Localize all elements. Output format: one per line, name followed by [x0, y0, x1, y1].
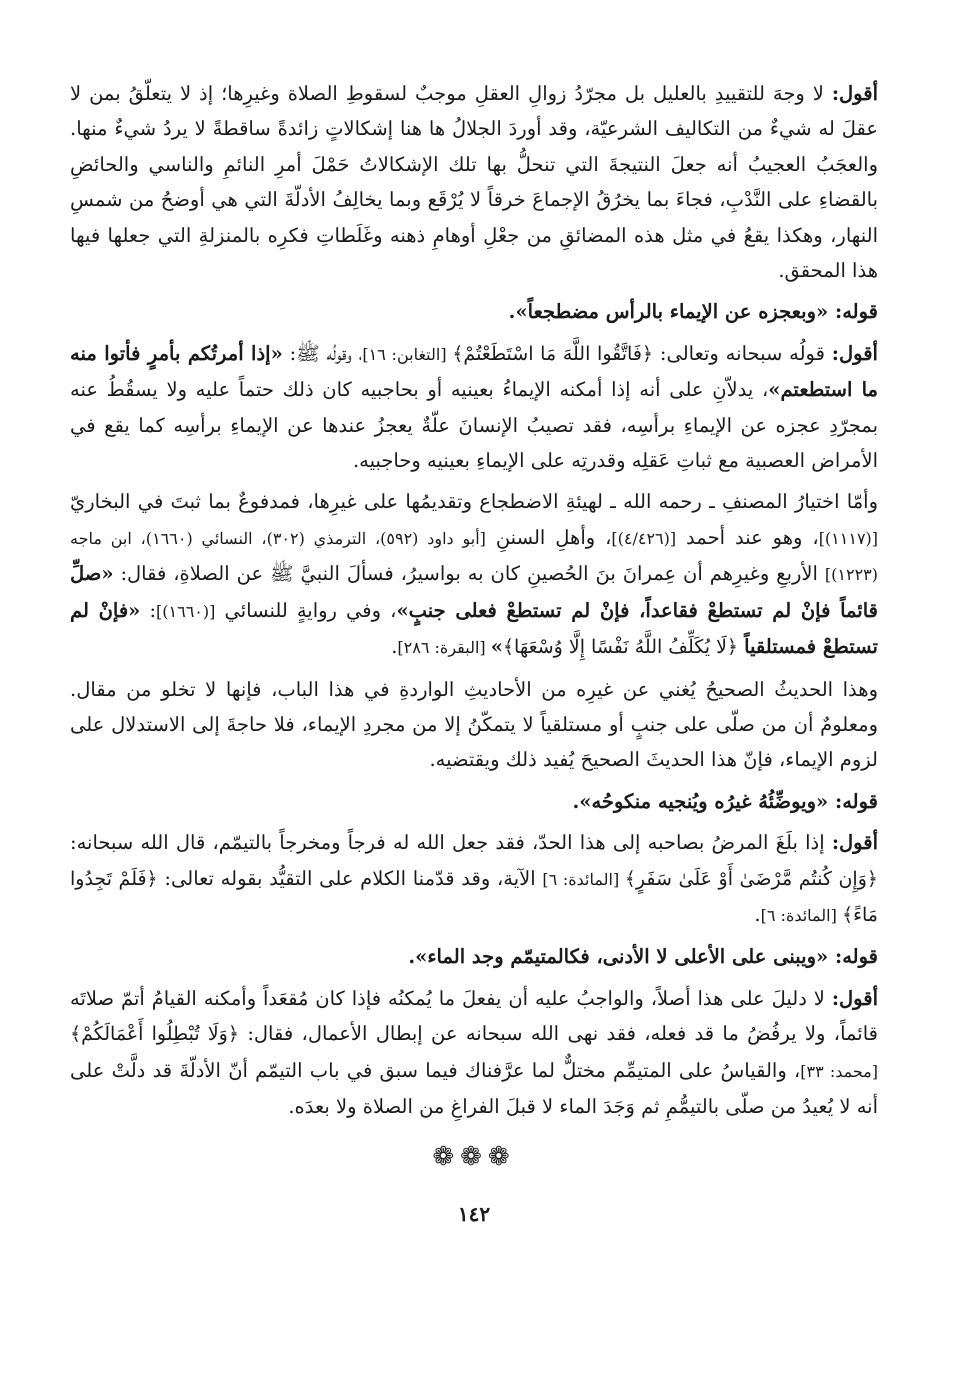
citation-reference: [(١١١٧)] [818, 528, 879, 548]
paragraph-6-heading [70, 784, 878, 819]
paragraph-text: ، يدلاّنِ على أنه إذا أمكنه الإيماءُ بعينيه أو بحاجبيه كان ذلك حتماً عليه ولا يسقُطُ عنه بمجرّدِ عجزه عن الإيماءِ برأسِه، فقد تصيبُ الإنسانَ علّةٌ يعجزُ عندها عن الإيماءِ برأسِه كما يقع في الأمراض العصبية مع ثباتِ عَقلِه وقدرتِه على الإيماءِ بعينيه وحاجبيه. [70, 378, 878, 473]
paragraph-2-heading [70, 294, 878, 329]
paragraph-lead: أقول: [831, 341, 878, 365]
paragraph-text: . [391, 635, 398, 659]
quran-verse: ﴿وَإِن كُنتُم مَّرْضَىٰ أَوْ عَلَىٰ سَفَرٍ﴾ [624, 867, 879, 890]
paragraph-7 [70, 825, 878, 933]
citation-reference: [أبو داود (٥٩٢)، الترمذي (٣٠٢)، النسائي (١٦٦٠)، ابن ماجه (١٢٢٣)] [70, 528, 878, 585]
paragraph-lead: قوله: [835, 945, 878, 969]
paragraph-1 [70, 76, 878, 288]
paragraph-lead: أقول: [831, 986, 878, 1010]
paragraph-lead: قوله: [835, 789, 878, 813]
paragraph-text: إذا بلَغَ المرضُ بصاحبه إلى هذا الحدّ، فقد جعل الله له فرجاً ومخرجاً بالتيمّم، قال الله سبحانه: [70, 831, 832, 855]
paragraph-lead: أقول: [831, 831, 878, 855]
verse-reference: [المائدة: ٦] [542, 869, 625, 889]
paragraph-lead: قوله: [835, 300, 878, 324]
paragraph-8-heading [70, 939, 878, 974]
quran-verse: ﴿فَلَمْ تَجِدُوا مَاءً﴾ [70, 867, 878, 926]
section-separator: ❁❁❁ [432, 1142, 516, 1173]
paragraph-text: ، وفي روايةٍ للنسائي [215, 598, 397, 622]
paragraph-text: وهذا الحديثُ الصحيحُ يُغني عن غيرِه من الأحاديثِ الواردةِ في هذا الباب، فإنها لا تخلو من مقال. ومعلومٌ أن من صلّى على جنبٍ أو مستلقياً لا يتمكّنُ إلا من مجردِ الإيماء، فلا حاجةَ إلى الاستدلال على لزوم الإيماء، فإنّ هذا الحديثَ الصحيحَ يُفيد ذلك ويقتضيه. [70, 677, 878, 772]
verse-reference: [التغابن: ١٦] [362, 344, 453, 364]
paragraph-text: ، وهو عند أحمد [676, 525, 819, 549]
paragraph-text: لا وجهَ للتقييدِ بالعليل بل مجرّدُ زوالِ العقلِ موجبٌ لسقوطِ الصلاة وغيرِها؛ إذ لا يتعلّقُ بمن لا عقلَ له شيءٌ من التكاليف الشرعيّة، وقد أوردَ الجلالُ ها هنا إشكالاتٍ زائدةً ساقطةً لا يردُ شيءٌ منها. والعجَبُ العجيبُ أنه جعلَ النتيجةَ التي تنحلُّ بها تلك الإشكالاتُ حَمْلَ أمرِ النائمِ والناسي والحائضِ بالقضاءِ على النَّدْبِ، فجاءَ بما يخرُقُ الإجماعَ خرقاً لا يُرْقَع وبما يخالِفُ الأدلّةَ التي هي أوضحُ من شمسِ النهار، وهكذا يقعُ في مثل هذه المضائقِ من جعْلِ أوهامِ ذهنه وغَلَطاتِ فكرِه بالمنزلةِ التي جعلها فيها هذا المحقق. [70, 82, 878, 283]
paragraph-text: الأربعِ وغيرِهم أن عِمرانَ بنَ الحُصينِ كان به بواسيرُ، فسألَ النبيَّ ﷺ عن الصلاةِ، فقال: [113, 562, 825, 586]
quoted-statement: «ويوضِّئُهُ غيرُه ويُنجيه منكوحُه». [572, 789, 835, 813]
hadith-quote: «إذا أمرتُكم بأمرٍ فأتوا منه ما استطعتم» [70, 341, 878, 402]
hadith-quote: «صلِّ قائماً فإنْ لم تستطعْ فقاعداً، فإنْ لم تستطعْ فعلى جنبٍ» [70, 562, 878, 622]
quoted-statement: «وبعجزه عن الإيماء بالرأس مضطجعاً». [508, 300, 835, 324]
paragraph-3 [70, 336, 878, 479]
paragraph-text: قولُه سبحانه وتعالى: [653, 341, 832, 365]
paragraph-text: وأمّا اختيارُ المصنفِ ـ رحمه الله ـ لهيئةِ الاضطجاع وتقديمُها على غيرِها، فمدفوعٌ بما ثبتَ في البخاريّ [70, 490, 878, 514]
hadith-quote: «فإنْ لم تستطعْ فمستلقياً [70, 598, 878, 659]
paragraph-text: : [140, 598, 157, 622]
paragraph-5 [70, 672, 878, 778]
paragraph-text: لا دليلَ على هذا أصلاً، والواجبُ عليه أن يفعلَ ما يُمكنُه فإذا كان مُقعَداً وأمكنه القيامُ أتمّ صلاتَه قائماً، ولا يرفُضُ ما قد فعله، فقد نهى الله سبحانه عن إبطال الأعمال، فقال: [70, 986, 878, 1046]
verse-reference: [المائدة: ٦] [760, 905, 842, 925]
paragraph-9 [70, 981, 878, 1125]
paragraph-4 [70, 484, 878, 665]
quran-verse: ﴿وَلَا تُبْطِلُوا أَعْمَالَكُمْ﴾ [70, 1023, 239, 1046]
paragraph-text: الآية، وقد قدّمنا الكلام على التقيُّد بقوله تعالى: [157, 866, 543, 890]
verse-reference: [محمد: ٣٣] [800, 1061, 878, 1081]
citation-reference: [(٤/٤٢٦)] [611, 528, 677, 548]
paragraph-text: . [754, 902, 761, 926]
quran-verse: ﴿لَا يُكَلِّفُ اللَّهُ نَفْسًا إِلَّا وُسْعَهَا﴾ [502, 636, 745, 659]
paragraph-text: ، وقولُه ﷺ: [282, 341, 363, 365]
citation-reference: [(١٦٦٠)] [156, 601, 216, 621]
verse-reference: [البقرة: ٢٨٦] [397, 638, 491, 658]
paragraph-text: ، والقياسُ على المتيمِّم مختلٌّ لما عرَّفناك فيما سبق في باب التيمّم أنّ الأدلّةَ قد دلَّتْ على أنه لا يُعيدُ من صلّى بالتيمُّمِ ثم وَجَدَ الماء لا قبلَ الفراغِ من الصلاة ولا بعدَه. [70, 1058, 878, 1118]
quran-verse: ﴿فَاتَّقُوا اللَّهَ مَا اسْتَطَعْتُمْ﴾ [452, 342, 654, 365]
hadith-quote-close: » [490, 635, 503, 659]
quoted-statement: «ويبنى على الأعلى لا الأدنى، فكالمتيمّم وجد الماء». [408, 945, 835, 969]
paragraph-lead: أقول: [831, 82, 878, 105]
page-number: ١٤٢ [457, 1202, 491, 1227]
paragraph-text: ، وأهلِ السننِ [485, 525, 612, 549]
